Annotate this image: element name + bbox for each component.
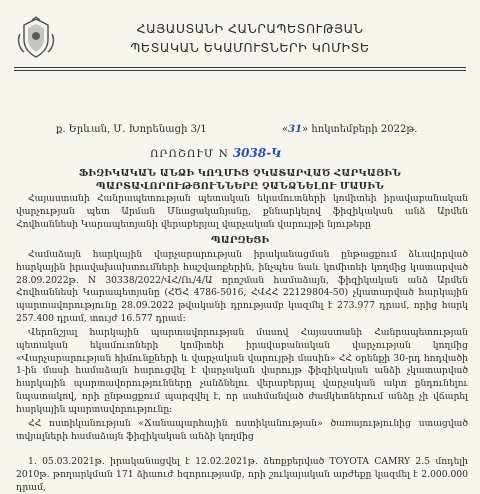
coat-of-arms-icon [14,16,58,60]
intro-paragraph: Հայաստանի Հանրապետության պետական եկամուտների կոմիտեի իրավաբանական վարչության պետ Արման Մնացականյանը, քննարկելով ֆիզիկական անձ Արմեն Հովհաննեսի Կարապետյանի վերաբերյալ վարչական վարույթի նյութերը [16,193,468,230]
date-day: 31 [288,124,303,135]
findings-paragraph: Համաձայն հարկային վարչարարության իրականացման ընթացքում ձևավորված հարկային իրավախախտումների հաշվառքերին, ինչպես նաև կոմիտեի կողմից կատարված 28.09.2022թ. N 30338/2022/ՎՀ/Ու/4/Ա որոշման համաձայն, ֆիզիկական անձ Արմեն Հովհաննեսի Կարապետյանը (ՀԾՀ 4786-5016, ՀՎՀՀ 22129804-50) չկատարված հարկային պարտավորությունը 28.09.2022 թվականի դրությամբ կազմել է 273.977 դրամ, որից հարկ 257.400 դրամ, տույժ 16.577 դրամ: [16,249,468,324]
police-data-paragraph: ՀՀ ոստիկանության «Ճանապարհային ոստիկանության» ծառայությունից ստացված տվյալների համաձայն ֆիզիկական անձի կողմից [16,418,468,442]
document-date [282,124,417,135]
header-divider-2 [14,70,466,71]
document-title-line-2: ՊԱՐՏԱՎՈՐՈՒԹՅՈՒՆՆԵՐԸ ՉԱՆՁՆԵԼՈՒ ՄԱՍԻՆ [95,181,385,192]
order-label: ՈՐՈՇՈՒՄ N [150,148,229,160]
procedure-paragraph: Վերոնշյալ հարկային պարտավորության մասով Հայաստանի Հանրապետության պետական եկամուտների կոմիտեի իրավաբանական վարչության կողմից «Վարչարարության հիմունքների և վարչական վարույթի մասին» ՀՀ օրենքի 30-րդ հոդվածի 1-ին մասի համաձայն հարուցվել է վարչական վարույթ ֆիզիկական անձի չկատարված հարկային պարտավորությունները չանձնելու վերաբերյալ վարչական ակտ ընդունելու նպատակով, որի ընթացքում պարզվել է, որ սահմանված ժամկետներում անձը չի վճարել հարկային պարտավորությունը: [16,327,468,415]
vehicle-item-paragraph: 1. 05.03.2021թ. իրականացվել է 12.02.2021թ. ձեռքբերված TOYOTA CAMRY 2.5 մոդելի 2010թ. թողարկման 171 ձիաուժ հզորությամբ, որի շուկայական արժեքը կազմել է 2.000.000 դրամ, [16,456,468,493]
header-line-1: ՀԱՅԱՍՏԱՆԻ ՀԱՆՐԱՊԵՏՈՒԹՅԱՆ [136,21,364,36]
document-title-line-1: ՖԻԶԻԿԱԿԱՆ ԱՆՁԻ ԿՈՂՄԻՑ ՉԿԱՏԱՐՎԱԾ ՀԱՐԿԱՅԻՆ [78,168,402,179]
order-number: 3038-Կ [232,146,282,160]
date-suffix: » հոկտեմբերի 2022թ. [302,124,418,135]
header-line-2: ՊԵՏԱԿԱՆ ԵԿԱՄՈՒՏՆԵՐԻ ԿՈՄԻՏԵ [130,40,370,55]
order-heading [150,146,281,160]
date-prefix: « [282,124,289,135]
section-heading: ՊԱՐԶԵՑԻ [210,235,270,246]
place-address: ք. Երևան, Մ. Խորենացի 3/1 [56,124,207,135]
header-divider [14,67,466,68]
